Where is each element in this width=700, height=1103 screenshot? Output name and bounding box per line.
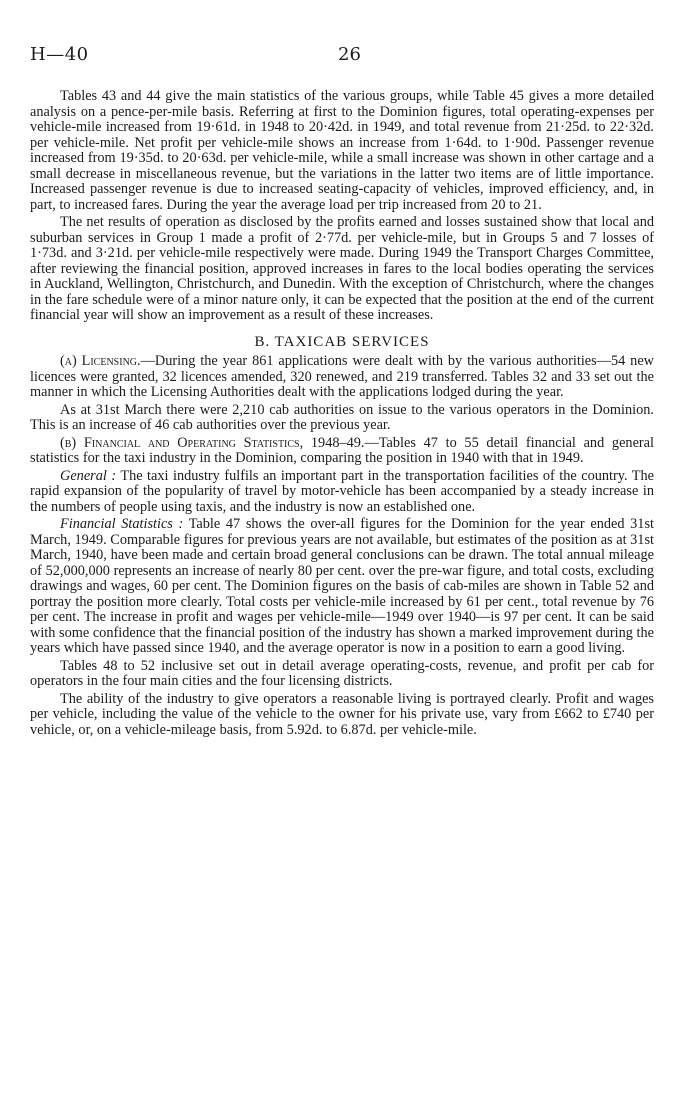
financial-operating-text: —Tables 47 to 55 detail financial and general statistics for the taxi industry in the Dominion, comparing the position in 1940 with that in 1949.: [30, 434, 654, 466]
page-number: 26: [338, 44, 361, 65]
licensing-label: (a) Licensing.: [60, 353, 141, 369]
financial-statistics-label: Financial Statistics :: [60, 516, 184, 532]
section-title: B. TAXICAB SERVICES: [254, 333, 430, 350]
paragraph-general: [30, 469, 654, 516]
body-text: [30, 89, 654, 740]
general-text: The taxi industry fulfils an important part in the transportation facilities of the country. The rapid expansion of the popularity of travel by motor-vehicle has been accompanied by a steady increase in the numbers of people using taxis, and the industry is now an established one.: [30, 467, 654, 515]
paragraph-cab-authorities: As at 31st March there were 2,210 cab authorities on issue to the various operators in the Dominion. This is an increase of 46 cab authorities over the previous year.: [30, 401, 654, 433]
financial-operating-label: (b) Financial and Operating Statistics, 1948–49.: [60, 434, 365, 451]
paragraph-net-results: The net results of operation as disclosed by the profits earned and losses sustained show that local and suburban services in Group 1 made a profit of 2·77d. per vehicle-mile, but in Groups 5 and 7 losses of 1·73d. and 3·21d. per vehicle-mile respectively were made. During 1949 the Transport Charges Committee, after reviewing the financial position, approved increases in fares to the local bodies operating the services in Auckland, Wellington, Christchurch, and Dunedin. With the exception of Christchurch, where the changes in the fare schedule were of a minor nature only, it can be expected that the position at the end of the current financial year will show an improvement as a result of these increases.: [30, 214, 654, 323]
report-reference: H—40: [30, 44, 89, 65]
paragraph-licensing: [30, 354, 654, 401]
paragraph-group-statistics: Tables 43 and 44 give the main statistics of the various groups, while Table 45 gives a more detailed analysis on a pence-per-mile basis. Referring at first to the Dominion figures, total operating-expenses per vehicle-mile increased from 19·61d. in 1948 to 20·42d. in 1949, and total revenue from 21·25d. to 22·32d. per vehicle-mile. Net profit per vehicle-mile shows an increase from 1·64d. to 1·90d. Passenger revenue increased from 19·35d. to 20·63d. per vehicle-mile, while a small increase was shown in other cartage and a small decrease in miscellaneous revenue, but the variations in the latter two items are of little importance. Increased passenger revenue is due to increased seating-capacity of vehicles, improved efficiency, and, in part, to increased fares. During the year the average load per trip increased from 20 to 21.: [30, 88, 654, 213]
general-label: General :: [60, 467, 117, 484]
paragraph-tables-48-52: Tables 48 to 52 inclusive set out in detail average operating-costs, revenue, and profit per cab for operators in the four main cities and the four licensing districts.: [30, 657, 654, 689]
paragraph-operator-living: The ability of the industry to give operators a reasonable living is portrayed clearly. Profit and wages per vehicle, including the value of the vehicle to the owner for his private use, vary from £662 to £740 per vehicle, or, on a vehicle-mileage basis, from 5.92d. to 6.87d. per vehicle-mile.: [30, 690, 654, 738]
paragraph-financial-statistics: [30, 517, 654, 657]
paragraph-financial-operating: [30, 436, 654, 467]
licensing-text: —During the year 861 applications were dealt with by the various authorities—54 new licences were granted, 32 licences amended, 320 renewed, and 219 transferred. Tables 32 and 33 set out the manner in which the Licensing Authorities dealt with the applications lodged during the year.: [30, 353, 654, 400]
financial-statistics-text: Table 47 shows the over-all figures for the Dominion for the year ended 31st March, 1949. Comparable figures for previous years are not available, but estimates of the position as at 31st March, 1940, have been made and certain broad general conclusions can be drawn. The total annual mileage of 52,000,000 represents an increase of nearly 80 per cent. over the pre-war figure, and total costs, excluding drawings and wages, 60 per cent. The Dominion figures on the basis of cab-miles are shown in Table 52 and portray the position more clearly. Total costs per vehicle-mile increased by 61 per cent., total revenue by 76 per cent. The increase in profit and wages per vehicle-mile—1949 over 1940—is 97 per cent. It can be said with some confidence that the financial position of the industry has shown a marked improvement during the years which have passed since 1940, and the average operator is now in a position to earn a good living.: [30, 516, 654, 656]
